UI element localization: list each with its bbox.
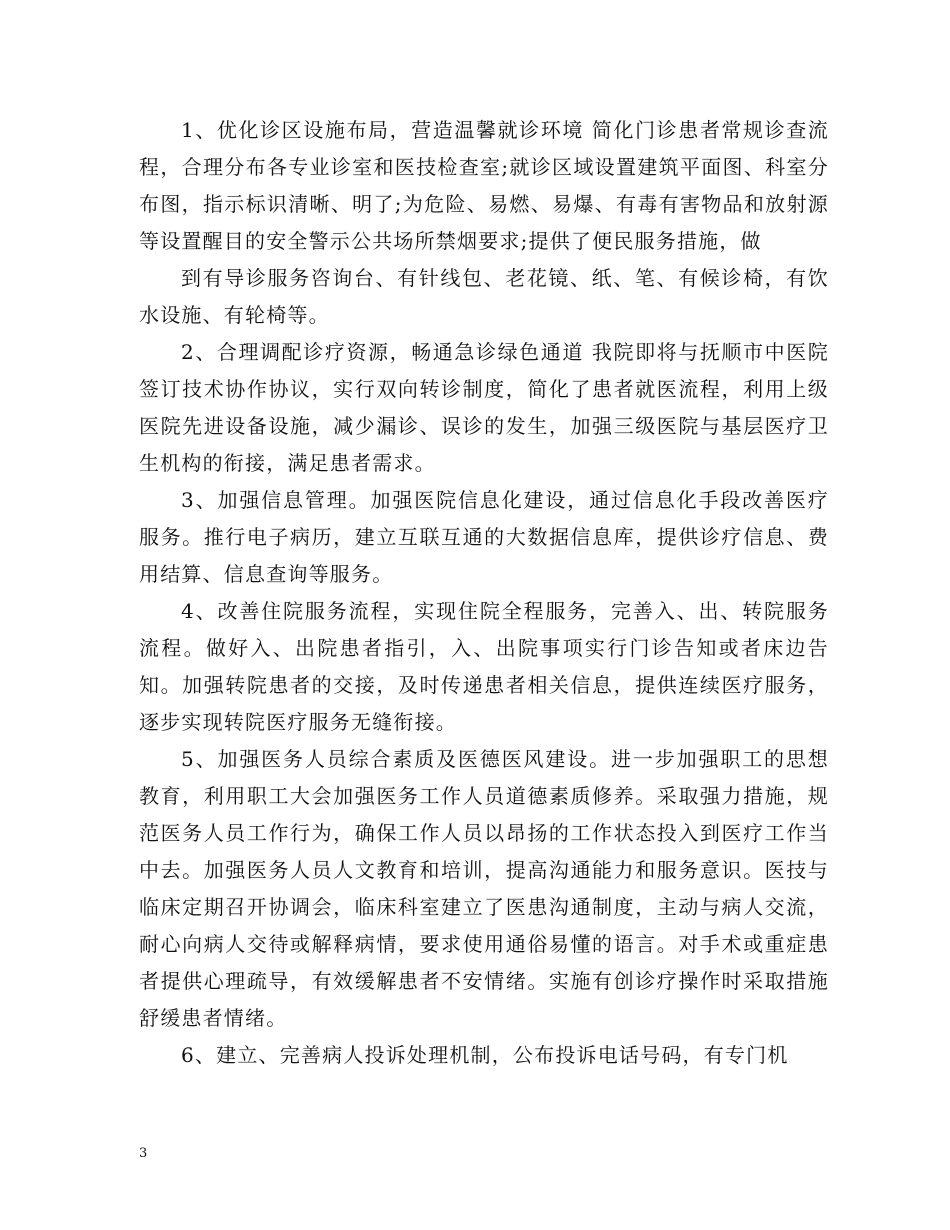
paragraph-5: 4、改善住院服务流程，实现住院全程服务，完善入、出、转院服务流程。做好入、出院患者指引，入、出院事项实行门诊告知或者床边告知。加强转院患者的交接，及时传递患者相关信息，提供连续医疗服务，逐步实现转院医疗服务无缝衔接。 (139, 599, 829, 734)
paragraph-4: 3、加强信息管理。加强医院信息化建设，通过信息化手段改善医疗服务。推行电子病历，建立互联互通的大数据信息库，提供诊疗信息、费用结算、信息查询等服务。 (139, 488, 829, 586)
page-number: 3 (139, 1146, 148, 1161)
paragraph-2: 到有导诊服务咨询台、有针线包、老花镜、纸、笔、有候诊椅，有饮水设施、有轮椅等。 (139, 266, 829, 327)
paragraph-3: 2、合理调配诊疗资源，畅通急诊绿色通道 我院即将与抚顺市中医院签订技术协作协议，实行双向转诊制度，简化了患者就医流程，利用上级医院先进设备设施，减少漏诊、误诊的发生，加强三级医院与基层医疗卫生机构的衔接，满足患者需求。 (139, 340, 829, 475)
paragraph-7: 6、建立、完善病人投诉处理机制，公布投诉电话号码，有专门机 (181, 1043, 789, 1067)
paragraph-6: 5、加强医务人员综合素质及医德医风建设。进一步加强职工的思想教育，利用职工大会加强医务工作人员道德素质修养。采取强力措施，规范医务人员工作行为，确保工作人员以昂扬的工作状态投入到医疗工作当中去。加强医务人员人文教育和培训，提高沟通能力和服务意识。医技与临床定期召开协调会，临床科室建立了医患沟通制度，主动与病人交流，耐心向病人交待或解释病情，要求使用通俗易懂的语言。对手术或重症患者提供心理疏导，有效缓解患者不安情绪。实施有创诊疗操作时采取措施舒缓患者情绪。 (139, 747, 829, 1030)
paragraph-1: 1、优化诊区设施布局，营造温馨就诊环境 简化门诊患者常规诊查流程，合理分布各专业诊室和医技检查室;就诊区域设置建筑平面图、科室分布图，指示标识清晰、明了;为危险、易燃、易爆、有毒有害物品和放射源等设置醒目的安全警示公共场所禁烟要求;提供了便民服务措施，做 (139, 118, 829, 253)
document-body (139, 112, 829, 1074)
